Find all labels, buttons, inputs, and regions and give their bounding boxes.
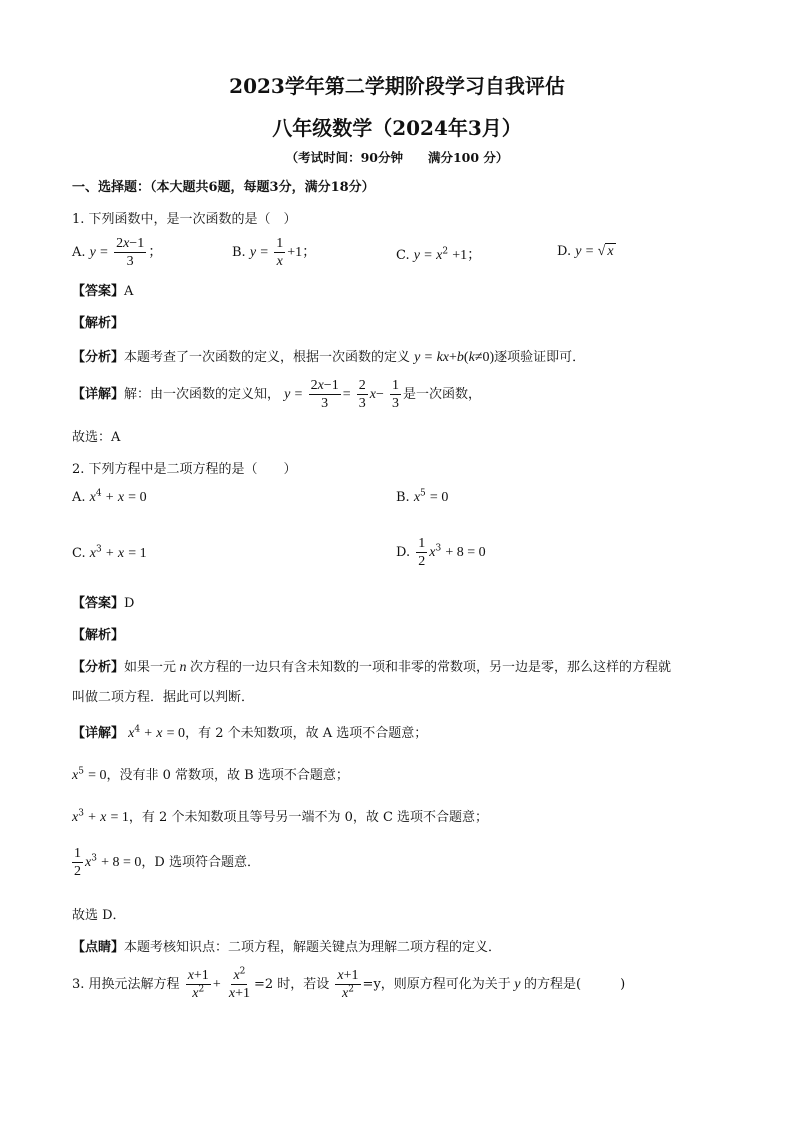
q1-option-a: A. y = $\frac{2x-1}{3}$ ；	[72, 236, 163, 269]
q2-detail-c: $x^3 + x = 1$，有 2 个未知数项且等号另一端不为 0，故 C 选项不合题意；	[72, 808, 489, 825]
section-heading: 一、选择题：（本大题共6题，每题3分，满分18分）	[72, 180, 375, 195]
exam-time-info: （考试时间：90分钟 满分100 分）	[285, 150, 509, 165]
q1-option-c: C. $y = x^2 +1$；	[396, 246, 482, 263]
q1-option-b: B. y = $\frac{1}{x}$ +1；	[232, 236, 317, 269]
q2-detail-d: $\frac{1}{2}$ $x^3 + 8 = 0$，D 选项符合题意．	[74, 846, 260, 879]
q2-fenxi-line2: 叫做二项方程．据此可以判断．	[72, 690, 255, 705]
question-1-stem: 1. 下列函数中，是一次函数的是（ ）	[72, 212, 297, 227]
q1-conclusion: 故选：A	[72, 430, 121, 445]
question-3-stem: 3. 用换元法解方程 $\frac{x+1}{x^2}$ + $\frac{x^2}{x+1}$ =2 时，若设 $\frac{x+1}{x^2}$ =y，则原方程可化为关于 y 的方程是( )	[72, 966, 626, 1001]
q1-answer: 【答案】A	[72, 284, 134, 299]
q2-analysis-heading: 【解析】	[72, 628, 125, 643]
exam-title: 2023学年第二学期阶段学习自我评估	[229, 74, 565, 98]
q1-fenxi: 【分析】本题考查了一次函数的定义，根据一次函数的定义 y = kx+b(k≠0)逐项验证即可．	[72, 350, 586, 365]
question-2-stem: 2. 下列方程中是二项方程的是（ ）	[72, 462, 297, 477]
q2-detail-b: $x^5 = 0$，没有非 0 常数项，故 B 选项不合题意；	[72, 766, 349, 783]
q2-option-d: D. $\frac{1}{2}$ $x^3 + 8 = 0$	[396, 536, 486, 569]
q2-dianjing: 【点睛】本题考核知识点：二项方程，解题关键点为理解二项方程的定义．	[72, 940, 502, 955]
exam-subtitle: 八年级数学（2024年3月）	[272, 116, 522, 140]
q2-fenxi-line1: 【分析】如果一元 n 次方程的一边只有含未知数的一项和非零的常数项，另一边是零，那么这样的方程就	[72, 660, 672, 675]
q2-conclusion: 故选 D．	[72, 908, 126, 923]
q2-answer: 【答案】D	[72, 596, 135, 611]
q2-option-a: A. $x^4 + x = 0$	[72, 488, 147, 505]
q1-analysis-heading: 【解析】	[72, 316, 125, 331]
q1-option-d: D. y = √ x	[557, 244, 614, 259]
q2-detail-a: 【详解】 $x^4 + x = 0$，有 2 个未知数项，故 A 选项不合题意；	[72, 724, 428, 741]
q2-option-b: B. $x^5 = 0$	[396, 488, 449, 505]
q1-xiangjie: 【详解】解：由一次函数的定义知， y = $\frac{2x-1}{3}$ = $\frac{2}{3}$ x− $\frac{1}{3}$ 是一次函数，	[72, 378, 482, 411]
q2-option-c: C. $x^3 + x = 1$	[72, 544, 147, 561]
